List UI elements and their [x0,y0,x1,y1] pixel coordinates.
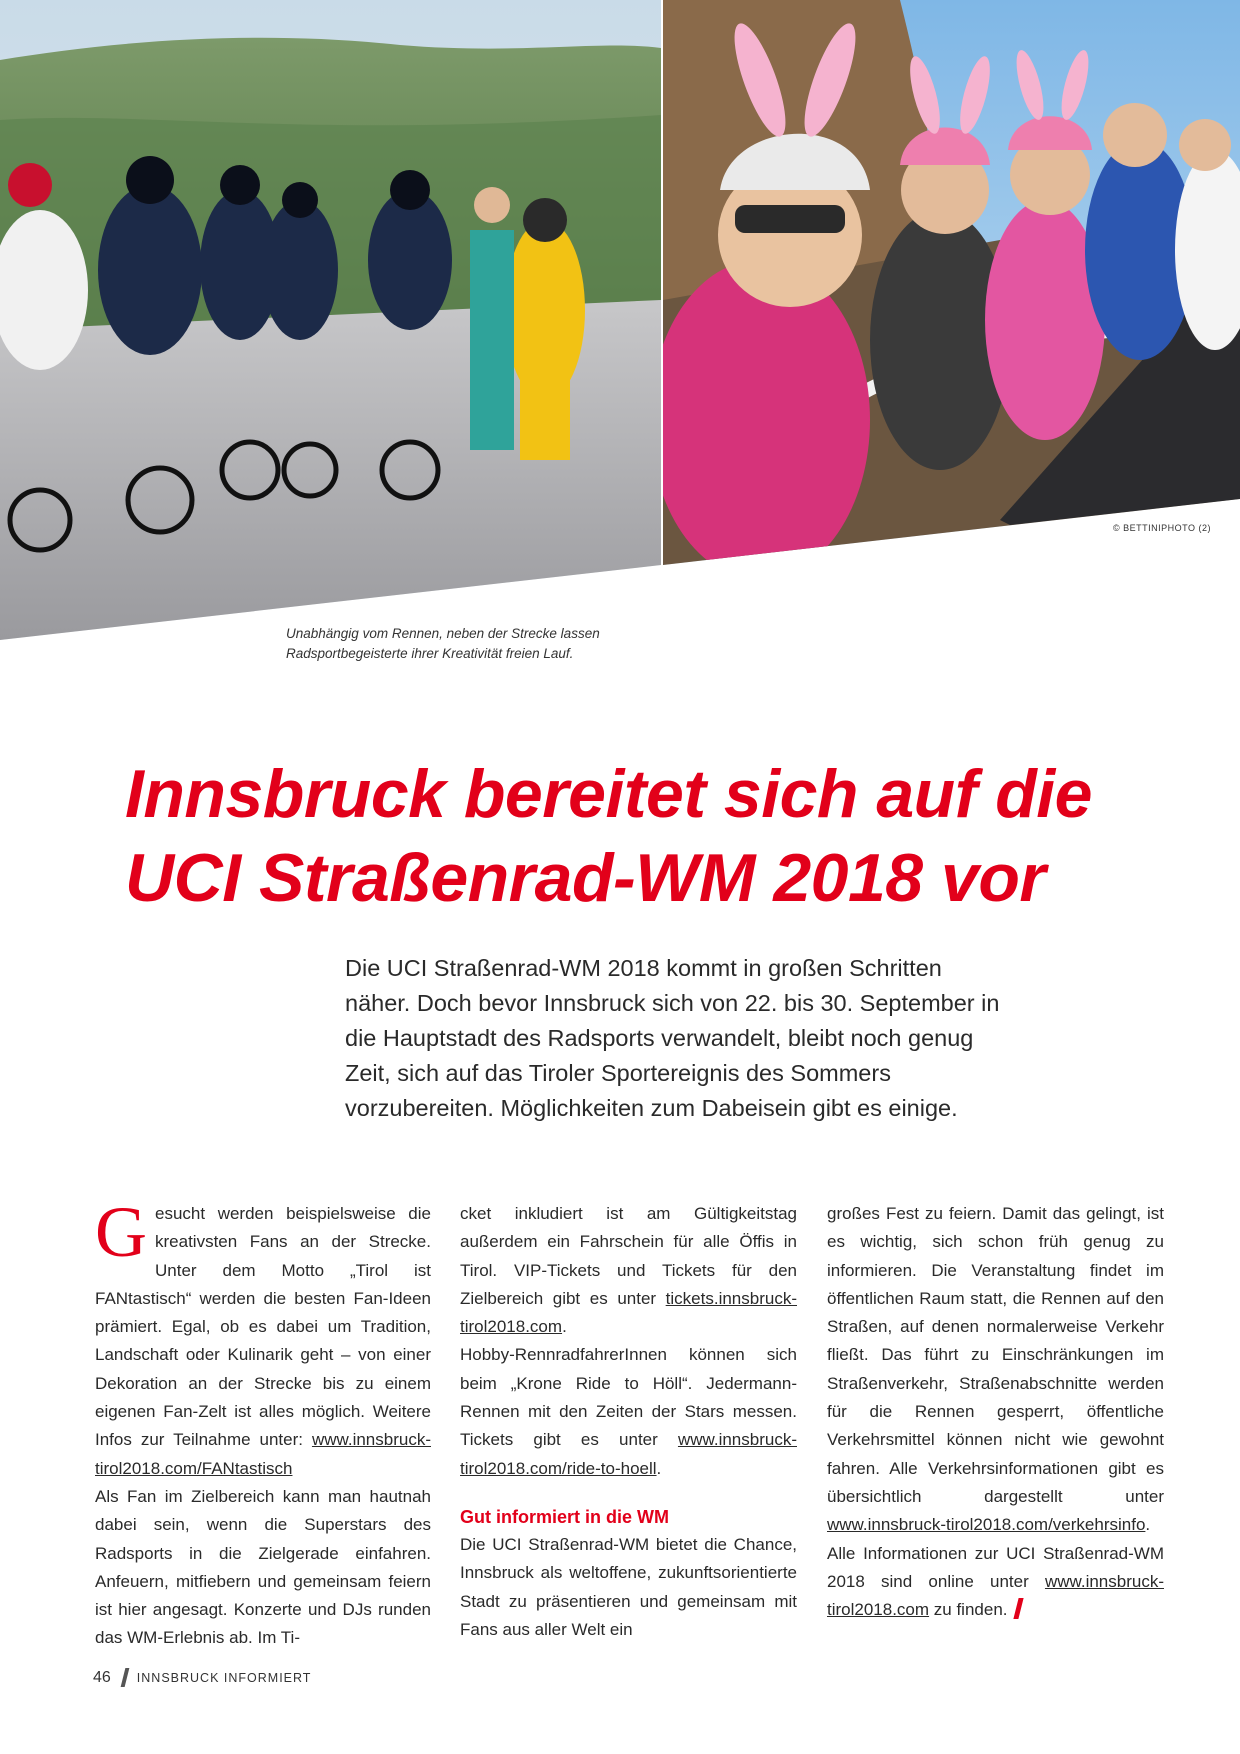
headline-line-1: Innsbruck bereitet sich auf die [125,756,1092,832]
paragraph-2-cont-text: cket inkludiert ist am Gültigkeitstag außerdem ein Fahrschein für alle Öffis in Tirol. VIP-Tickets und Tickets für den Zielbereich gibt es unter [460,1204,797,1308]
paragraph-4-end: . [1145,1515,1151,1535]
paragraph-5-text: Alle Informationen zur UCI Straßenrad-WM 2018 sind online unter [827,1543,1164,1591]
cyclists-photo [0,0,661,640]
tickets-link[interactable]: tickets.innsbruck-tirol2018.com [460,1288,797,1337]
headline-line-2: UCI Straßenrad-WM 2018 vor [125,840,1046,916]
paragraph-2-end: . [562,1317,567,1337]
paragraph-2-continued [460,1200,797,1341]
page-number: 46 [93,1668,111,1686]
paragraph-4-continued [827,1200,1164,1540]
paragraph-1-text: esucht werden beispielsweise die kreativsten Fans an der Strecke. Unter dem Motto „Tirol ist FANtastisch“ werden die besten Fan-Ideen prämiert. Egal, ob es dabei um Tradition, Landschaft oder Kulinarik geht – von einer Dekoration an der Strecke bis zu einem eigenen Fan-Zelt ist alles möglich. Weitere Infos zur Teilnahme unter: [95,1204,431,1450]
subheading: Gut informiert in die WM [460,1506,669,1527]
fans-photo [650,0,1240,580]
drop-cap: G [95,1192,147,1272]
text-column-2 [460,1200,797,1644]
paragraph-5 [827,1540,1164,1625]
photo-collage [0,0,1240,640]
page-footer [93,1668,311,1687]
paragraph-4-cont-text: großes Fest zu feiern. Damit das gelingt, ist es wichtig, sich schon früh genug zu informieren. Die Veranstaltung findet im öffentlichen Raum statt, die Rennen auf den Straßen, auf denen normalerweise Verkehr fließt. Das führt zu Einschränkungen im Straßenverkehr, Straßenabschnitte werden für die Rennen gesperrt, öffentliche Verkehrsmittel können nicht wie gewohnt fahren. Alle Verkehrsinformationen gibt es übersichtlich dargestellt unter [827,1204,1164,1506]
paragraph-1 [95,1192,431,1483]
slash-icon [120,1668,129,1687]
paragraph-3-text: Hobby-RennradfahrerInnen können sich beim „Krone Ride to Höll“. Jedermann-Rennen mit den Zeiten der Stars messen. Tickets gibt es unter [460,1345,797,1450]
text-column-3 [827,1200,1164,1624]
photo-caption: Unabhängig vom Rennen, neben der Strecke lassen Radsportbegeisterte ihrer Kreativität freien Lauf. [286,626,600,661]
ride-to-hoell-link[interactable]: www.innsbruck-tirol2018.com/ride-to-hoell [460,1430,797,1478]
paragraph-2: Als Fan im Zielbereich kann man hautnah dabei sein, wenn die Superstars des Radsports in die Zielgerade einfahren. Anfeuern, mitfiebern und gemeinsam feiern ist hier angesagt. Konzerte und DJs runden das WM-Erlebnis ab. Im Ti- [95,1486,431,1648]
website-link[interactable]: www.innsbruck-tirol2018.com [827,1571,1164,1620]
text-column-1 [95,1192,431,1653]
paragraph-4: Die UCI Straßenrad-WM bietet die Chance, Innsbruck als weltoffene, zukunftsorientierte Stadt zu präsentieren und gemeinsam mit Fans aus aller Welt ein [460,1534,797,1639]
article-lead: Die UCI Straßenrad-WM 2018 kommt in großen Schritten näher. Doch bevor Innsbruck sich von 22. bis 30. September in die Hauptstadt des Radsports verwandelt, bleibt noch genug Zeit, sich auf das Tiroler Sportereignis des Sommers vorzubereiten. Möglichkeiten zum Dabeisein gibt es einige. [345,955,1000,1121]
photo-credit: © BETTINIPHOTO (2) [1113,523,1211,533]
paragraph-3 [460,1341,797,1482]
fantastisch-link[interactable]: www.innsbruck-tirol2018.com/FANtastisch [95,1430,431,1478]
end-mark-icon [1013,1598,1023,1619]
publication-title: INNSBRUCK INFORMIERT [136,1670,312,1685]
paragraph-5-end: zu finden. [929,1600,1008,1620]
article-headline [125,752,1185,920]
verkehrsinfo-link[interactable]: www.innsbruck-tirol2018.com/verkehrsinfo [827,1515,1146,1535]
paragraph-3-end: . [656,1458,662,1478]
photo-band [0,0,1240,661]
